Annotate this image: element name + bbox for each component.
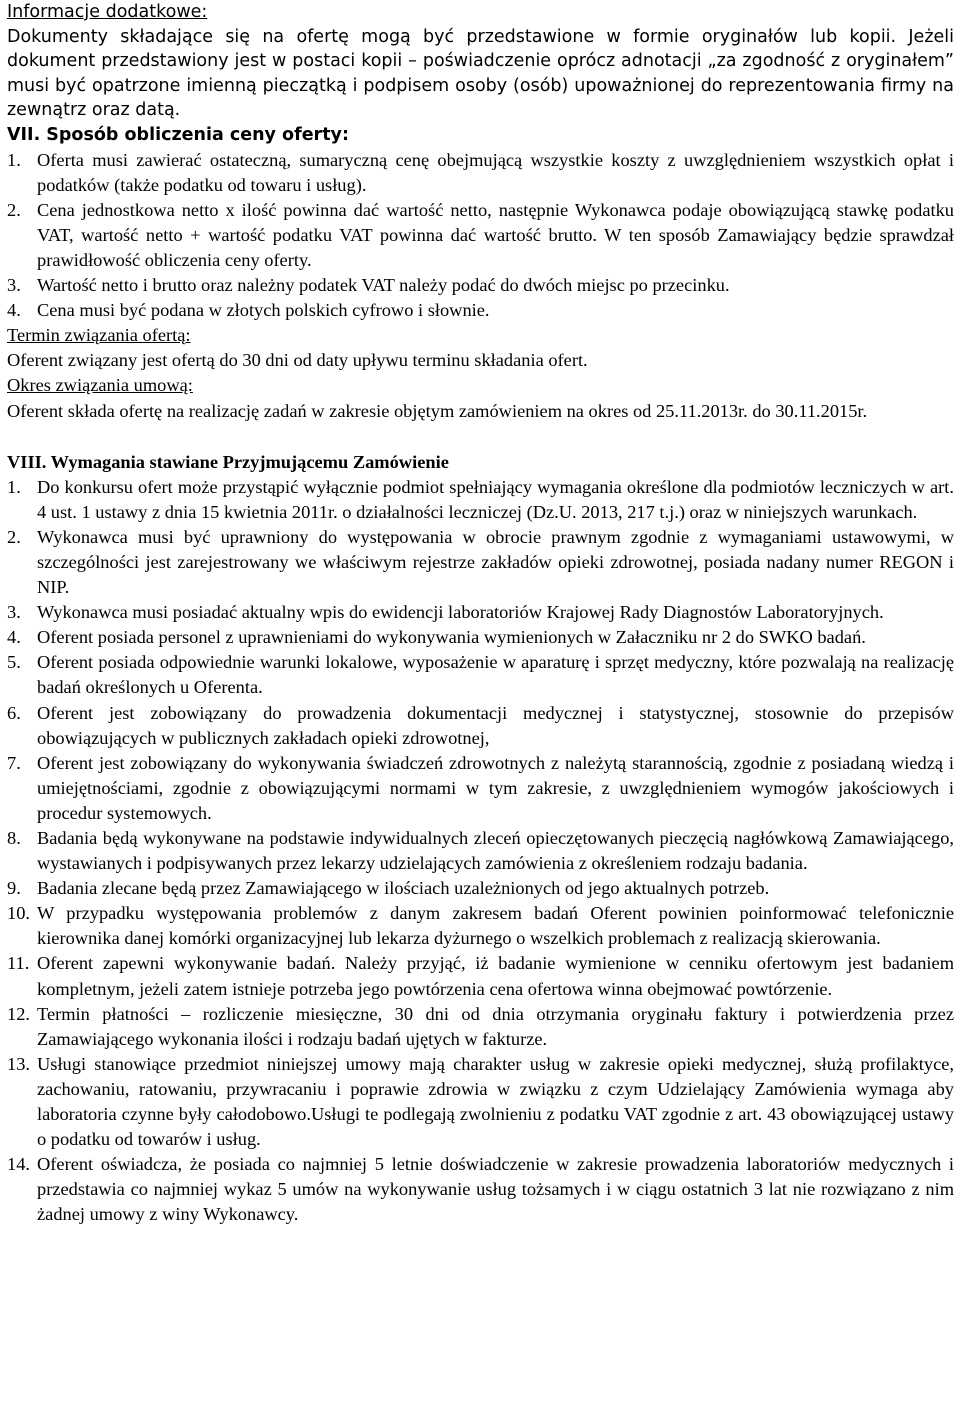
additional-info-heading: Informacje dodatkowe:	[7, 2, 208, 22]
offer-binding-text: Oferent związany jest ofertą do 30 dni od daty upływu terminu składania ofert.	[7, 350, 588, 371]
list-item-text: Wykonawca musi być uprawniony do występowania w obrocie prawnym zgodnie z wymaganiami ustawowymi, w szczególności jest zarejestrowany we właściwym rejestrze zakładów opieki zdrowotnej, posiada nadany numer REGON i NIP.	[37, 526, 954, 598]
list-item	[7, 951, 954, 1001]
list-item	[7, 298, 954, 323]
list-item-number: 14.	[7, 1154, 30, 1175]
list-item-text: Oferent posiada personel z uprawnieniami do wykonywania wymienionych w Załaczniku nr 2 do SWKO badań.	[37, 627, 866, 648]
list-item	[7, 525, 954, 600]
list-item-text: Badania będą wykonywane na podstawie indywidualnych zleceń opieczętowanych pieczęcią nagłówkową Zamawiającego, wystawianych i podpisywanych przez lekarzy udzielających zamówienia z określeniem rodzaju badania.	[37, 828, 954, 874]
list-item	[7, 148, 954, 198]
list-item	[7, 198, 954, 273]
list-item-number: 7.	[7, 752, 21, 773]
list-item	[7, 1052, 954, 1152]
list-item	[7, 600, 954, 625]
list-item-number: 13.	[7, 1053, 30, 1074]
list-item	[7, 625, 954, 650]
list-item-number: 8.	[7, 828, 21, 848]
contract-period-heading: Okres związania umową:	[7, 375, 193, 396]
list-item-number: 2.	[7, 526, 21, 547]
list-item-number: 10.	[7, 903, 30, 924]
list-item-number: 3.	[7, 275, 21, 296]
list-item-number: 5.	[7, 652, 21, 673]
list-item-text: Oferent oświadcza, że posiada co najmniej 5 letnie doświadczenie w zakresie prowadzenia laboratoriów medycznych i przedstawia co najmniej wykaz 5 umów na wykonywanie usług tożsamych i w ciągu ostatnich 3 lat nie rozwiązano z nim żadnej umowy z winy Wykonawcy.	[37, 1154, 954, 1225]
list-item-text: Cena musi być podana w złotych polskich cyfrowo i słownie.	[37, 300, 490, 321]
list-item	[7, 273, 954, 298]
list-item-text: Badania zlecane będą przez Zamawiającego w ilościach uzależnionych od jego aktualnych potrzeb.	[37, 878, 770, 899]
list-item-text: Oferent zapewni wykonywanie badań. Należy przyjąć, iż badanie wymienione w cenniku ofertowym jest badaniem kompletnym, jeżeli zatem istnieje potrzeba jego powtórzenia cena ofertowa winna obejmować powtórzenie.	[37, 953, 954, 999]
list-item-text: Usługi stanowiące przedmiot niniejszej umowy mają charakter usług w zakresie opieki medycznej, służą profilaktyce, zachowaniu, ratowaniu, przywracaniu i poprawie zdrowia w związku z czym Udzielający Zamówienia wymaga aby laboratoria czynne były całodobowo.Usługi te podlegają zwolnieniu z podatku VAT zgodnie z art. 43 obowiązującej ustawy o podatku od towarów i usług.	[37, 1053, 954, 1150]
offer-binding-heading: Termin związania ofertą:	[7, 325, 191, 346]
list-item-text: Oferent posiada odpowiednie warunki lokalowe, wyposażenie w aparaturę i sprzęt medyczny, które pozwalają na realizację badań określonych u Oferenta.	[37, 652, 954, 698]
list-item-text: Wartość netto i brutto oraz należny podatek VAT należy podać do dwóch miejsc po przecinku.	[37, 275, 730, 296]
list-item-number: 2.	[7, 199, 21, 220]
contract-period-text: Oferent składa ofertę na realizację zadań w zakresie objętym zamówieniem na okres od 25.11.2013r. do 30.11.2015r.	[7, 400, 868, 421]
list-item-number: 1.	[7, 476, 21, 497]
list-item	[7, 650, 954, 700]
list-item	[7, 1002, 954, 1052]
list-item-number: 9.	[7, 878, 21, 899]
list-item	[7, 751, 954, 826]
section-viii-heading: VIII. Wymagania stawiane Przyjmującemu Zamówienie	[7, 451, 449, 472]
list-item-number: 4.	[7, 300, 21, 321]
section-spacer	[7, 424, 954, 450]
list-item-number: 11.	[7, 953, 30, 974]
list-item	[7, 901, 954, 951]
list-item-text: Oferent jest zobowiązany do wykonywania świadczeń zdrowotnych z należytą starannością, zgodnie z posiadaną wiedzą i umiejętnościami, zgodnie z obowiązującymi normami w tym zakresie, z uwzględnieniem wymogów jakościowych i procedur systemowych.	[37, 752, 954, 823]
list-item-number: 3.	[7, 602, 21, 623]
section-vii-list	[7, 148, 954, 1228]
list-item-number: 12.	[7, 1003, 30, 1024]
list-item-text: Wykonawca musi posiadać aktualny wpis do ewidencji laboratoriów Krajowej Rady Diagnostów Laboratoryjnych.	[37, 602, 884, 623]
list-item	[7, 475, 954, 525]
list-item-number: 1.	[7, 149, 21, 170]
list-item-text: Oferent jest zobowiązany do prowadzenia dokumentacji medycznej i statystycznej, stosownie do przepisów obowiązujących w publicznych zakładach opieki zdrowotnej,	[37, 702, 954, 748]
list-item	[7, 1152, 954, 1227]
list-item	[7, 701, 954, 751]
list-item	[7, 876, 954, 901]
list-item-text: W przypadku występowania problemów z danym zakresem badań Oferent powinien poinformować telefonicznie kierownika danej komórki organizacyjnej lub lekarza dyżurnego o wszelkich problemach z realizacją skierowania.	[37, 903, 954, 949]
list-item-text: Oferta musi zawierać ostateczną, sumaryczną cenę obejmującą wszystkie koszty z uwzględnieniem wszystkich opłat i podatków (także podatku od towaru i usług).	[37, 149, 954, 195]
list-item-text: Do konkursu ofert może przystąpić wyłącznie podmiot spełniający wymagania określone dla podmiotów leczniczych w art. 4 ust. 1 ustawy z dnia 15 kwietnia 2011r. o działalności leczniczej (Dz.U. 2013, 217 t.j.) oraz w niniejszych warunkach.	[37, 476, 954, 522]
list-item-number: 4.	[7, 627, 21, 648]
list-item-number: 6.	[7, 702, 21, 723]
list-item-text: Cena jednostkowa netto x ilość powinna dać wartość netto, następnie Wykonawca podaje obowiązującą stawkę podatku VAT, wartość netto + wartość podatku VAT powinna dać wartość brutto. W ten sposób Zamawiający będzie sprawdzał prawidłowość obliczenia ceny oferty.	[37, 199, 954, 270]
list-item-text: Termin płatności – rozliczenie miesięczne, 30 dni od dnia otrzymania oryginału faktury i potwierdzenia przez Zamawiającego wykonania ilości i rodzaju badań ujętych w fakturze.	[37, 1003, 954, 1049]
list-item	[7, 826, 954, 876]
section-vii-heading: VII. Sposób obliczenia ceny oferty:	[7, 124, 349, 145]
additional-info-section	[7, 0, 954, 148]
additional-info-body: Dokumenty składające się na ofertę mogą być przedstawione w formie oryginałów lub kopii. Jeżeli dokument przedstawiony jest w postaci kopii – poświadczenie oprócz adnotacji „za zgodność z oryginałem” musi być opatrzone imienną pieczątką i podpisem osoby (osób) upoważnionej do reprezentowania firmy na zewnątrz oraz datą.	[7, 26, 954, 121]
